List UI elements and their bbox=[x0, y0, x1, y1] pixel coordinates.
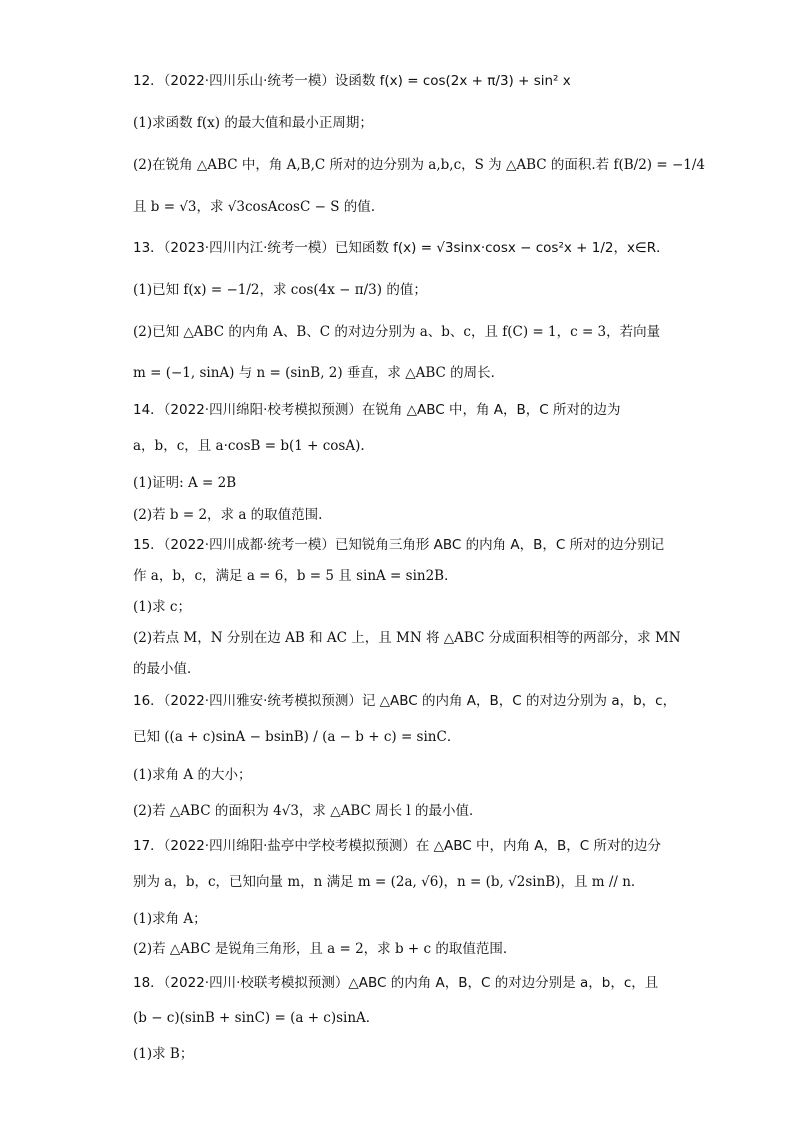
problem-18-stem: 18．（2022·四川·校联考模拟预测）△ABC 的内角 A，B，C 的对边分别是 a，b，c，且 bbox=[133, 975, 659, 991]
problem-18-part-1: (1)求 B； bbox=[133, 1046, 194, 1062]
problem-17-stem: 17．（2022·四川绵阳·盐亭中学校考模拟预测）在 △ABC 中，内角 A，B，C 所对的边分 bbox=[133, 838, 662, 854]
problem-14-stem-cont: a，b，c，且 a·cosB = b(1 + cosA). bbox=[133, 438, 365, 454]
problem-16-part-2: (2)若 △ABC 的面积为 4√3，求 △ABC 周长 l 的最小值． bbox=[133, 803, 483, 819]
problem-14-part-1: (1)证明: A = 2B bbox=[133, 475, 237, 491]
problem-13-part-2: (2)已知 △ABC 的内角 A、B、C 的对边分别为 a、b、c，且 f(C) = 1，c = 3，若向量 bbox=[133, 324, 661, 340]
problem-16-part-1: (1)求角 A 的大小； bbox=[133, 767, 252, 783]
problem-12-part-2-cont: 且 b = √3，求 √3cosAcosC − S 的值. bbox=[133, 199, 376, 215]
problem-17-stem-cont: 别为 a，b，c，已知向量 m，n 满足 m = (2a, √6)，n = (b, √2sinB)，且 m // n． bbox=[133, 874, 645, 890]
problem-13-part-1: (1)已知 f(x) = −1/2，求 cos(4x − π/3) 的值； bbox=[133, 282, 427, 298]
problem-14-part-2: (2)若 b = 2，求 a 的取值范围. bbox=[133, 507, 323, 523]
problem-18-stem-cont: (b − c)(sinB + sinC) = (a + c)sinA． bbox=[133, 1010, 380, 1026]
problem-16-stem-cont: 已知 ((a + c)sinA − bsinB) / (a − b + c) = sinC． bbox=[133, 729, 461, 745]
problem-15-part-2-cont: 的最小值． bbox=[133, 661, 201, 677]
problem-16-stem: 16．（2022·四川雅安·统考模拟预测）记 △ABC 的内角 A，B，C 的对边分别为 a，b，c， bbox=[133, 693, 677, 709]
problem-15-stem-cont: 作 a，b，c，满足 a = 6，b = 5 且 sinA = sin2B． bbox=[133, 568, 458, 584]
problem-15-stem: 15．（2022·四川成都·统考一模）已知锐角三角形 ABC 的内角 A，B，C 所对的边分别记 bbox=[133, 537, 665, 553]
problem-15-part-1: (1)求 c； bbox=[133, 599, 191, 615]
problem-13-part-2-cont: m = (−1, sinA) 与 n = (sinB, 2) 垂直，求 △ABC 的周长． bbox=[133, 365, 505, 381]
problem-12-stem: 12．（2022·四川乐山·统考一模）设函数 f(x) = cos(2x + π/3) + sin² x bbox=[133, 73, 571, 89]
problem-17-part-1: (1)求角 A； bbox=[133, 911, 207, 927]
problem-17-part-2: (2)若 △ABC 是锐角三角形，且 a = 2，求 b + c 的取值范围． bbox=[133, 941, 517, 957]
problem-15-part-2: (2)若点 M，N 分别在边 AB 和 AC 上，且 MN 将 △ABC 分成面积相等的两部分，求 MN bbox=[133, 630, 681, 646]
problem-12-part-2: (2)在锐角 △ABC 中，角 A,B,C 所对的边分别为 a,b,c，S 为 △ABC 的面积.若 f(B/2) = −1/4 bbox=[133, 157, 705, 173]
problem-12-part-1: (1)求函数 f(x) 的最大值和最小正周期； bbox=[133, 115, 373, 131]
problem-13-stem: 13．（2023·四川内江·统考一模）已知函数 f(x) = √3sinx·cosx − cos²x + 1/2，x∈R． bbox=[133, 240, 670, 256]
problem-14-stem: 14．（2022·四川绵阳·校考模拟预测）在锐角 △ABC 中，角 A，B，C 所对的边为 bbox=[133, 402, 621, 418]
